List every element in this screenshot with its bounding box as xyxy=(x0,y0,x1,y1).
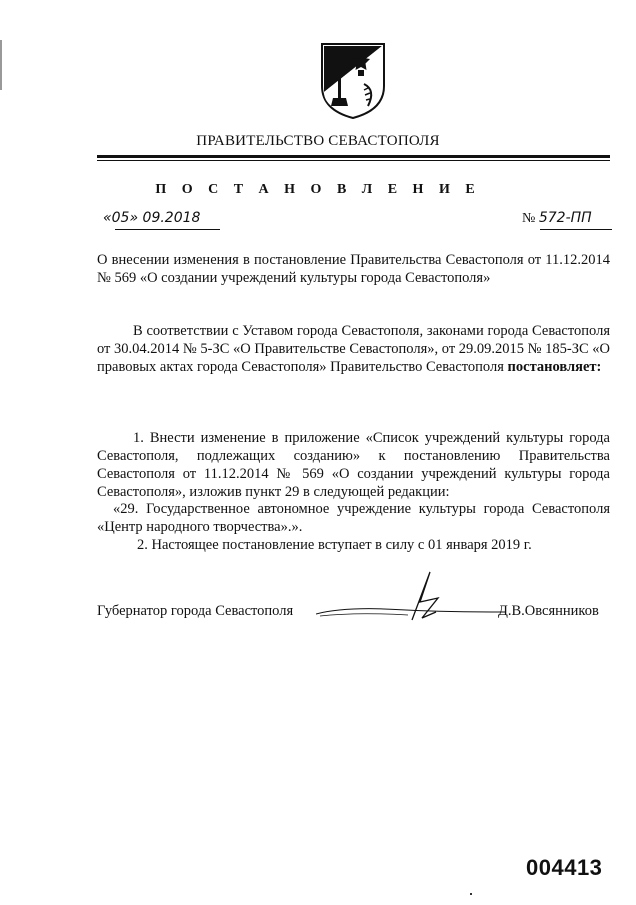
document-number-prefix: № xyxy=(522,211,536,226)
header-rule-thin xyxy=(97,160,610,161)
handwritten-signature-icon xyxy=(316,568,506,628)
signatory-position: Губернатор города Севастополя xyxy=(97,603,294,619)
preamble-keyword: постановляет: xyxy=(507,359,602,375)
sevastopol-coat-of-arms-icon xyxy=(318,40,388,120)
document-number-value: 572-ПП xyxy=(538,210,592,226)
item-2-paragraph: 2. Настоящее постановление вступает в силу с 01 января 2019 г. xyxy=(137,537,532,553)
organization-name: ПРАВИТЕЛЬСТВО СЕВАСТОПОЛЯ xyxy=(196,133,440,149)
item-1-quote: «29. Государственное автономное учреждение культуры города Севастополя «Центр народного творчества».». xyxy=(97,501,610,535)
document-number xyxy=(522,210,592,227)
document-serial-number: 004413 xyxy=(526,855,603,880)
document-type-title: П О С Т А Н О В Л Е Н И Е xyxy=(155,182,481,197)
document-subject: О внесении изменения в постановление Правительства Севастополя от 11.12.2014 № 569 «О создании учреждений культуры города Севастополя» xyxy=(97,252,610,286)
signatory-name: Д.В.Овсянников xyxy=(498,603,599,619)
item-1-paragraph: 1. Внести изменение в приложение «Список учреждений культуры города Севастополя, подлежащих созданию» к постановлению Правительства Севастополя от 11.12.2014 № 569 «О создании учреждений культуры города Севастополя», изложив пункт 29 в следующей редакции: xyxy=(97,430,610,500)
date-underline xyxy=(115,229,220,230)
document-date-value: «05» 09.2018 xyxy=(103,210,201,226)
preamble-text: В соответствии с Уставом города Севастополя, законами города Севастополя от 30.04.2014 № 5-ЗС «О Правительстве Севастополя», от 29.09.2015 № 185-ЗС «О правовых актах города Севастополя» Правительство Севастополя xyxy=(97,323,610,375)
number-underline xyxy=(540,229,612,230)
scan-speck xyxy=(470,893,472,895)
document-date xyxy=(103,210,200,227)
header-rule-thick xyxy=(97,155,610,158)
scan-margin-mark xyxy=(0,40,2,90)
preamble-paragraph xyxy=(97,322,610,376)
